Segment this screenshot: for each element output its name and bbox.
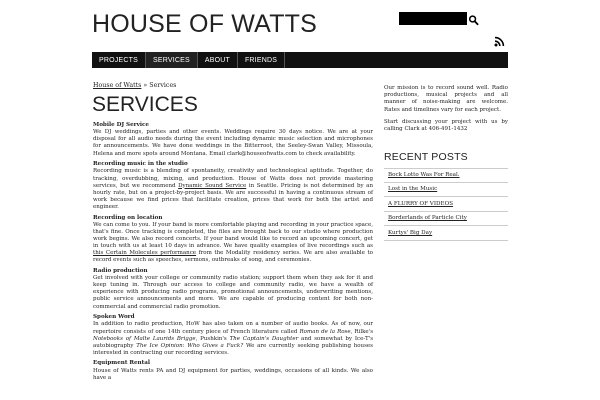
recent-post-item xyxy=(384,226,508,241)
body-text: , Rilke's xyxy=(350,328,374,335)
search-button[interactable] xyxy=(468,12,480,25)
mission-text: Our mission is to record sound well. Radio productions, musical projects and all manner of noise-making are welcome. Rates and timelines vary for each project. xyxy=(384,85,508,113)
contact-text: Start discussing your project with us by calling Clark at 406-491-1432 xyxy=(384,118,508,133)
section-body: We DJ weddings, parties and other events. Weddings require 30 days notice. We are at your disposal for all audio needs during the event including dynamic music selection and microphones for announcements. We have done weddings in the Bitterroot, the Seeley-Swan Valley, Missoula, Helena and more spots around Montana. Email clark@houseofwatts.com to check availability. xyxy=(93,129,373,157)
body-text: in Seattle. Pricing is not determined by an hourly rate, but on a project-by-project basis. We are successful in having a continuous stream of work because we find prices that facilitate creation, prices that work for both the artist and engineer. xyxy=(93,182,373,210)
body-text: We are currently seeking publishing houses interested in contracting our recording services. xyxy=(93,342,373,356)
section-rental xyxy=(93,360,373,381)
recent-post-item xyxy=(384,168,508,183)
section-heading: Mobile DJ Service xyxy=(93,122,149,128)
nav-item-services[interactable]: SERVICES xyxy=(146,52,198,68)
section-body: House of Watts rents PA and DJ equipment for parties, weddings, occasions of all kinds. We also have a xyxy=(93,367,373,381)
certain-molecules-link[interactable]: this Certain Molecules performance xyxy=(93,250,197,257)
search-icon xyxy=(468,14,480,27)
services-content xyxy=(93,122,373,385)
breadcrumb-separator: » xyxy=(143,82,148,89)
body-text: and somewhat by Ice-T's autobiography xyxy=(93,335,374,349)
book-title: The Captain's Daughter xyxy=(229,335,299,342)
section-body xyxy=(93,321,373,356)
recent-post-link[interactable]: Bock Lotto Was For Real. xyxy=(388,172,460,179)
recent-post-link[interactable]: Lost in the Music xyxy=(388,186,438,193)
section-heading: Recording on location xyxy=(93,214,163,221)
nav-item-about[interactable]: ABOUT xyxy=(198,52,238,68)
section-spoken-word xyxy=(93,314,373,357)
book-title: Notebooks of Malte Laurids Brigge xyxy=(93,335,196,342)
section-heading: Equipment Rental xyxy=(93,360,150,367)
section-heading: Radio production xyxy=(93,267,148,274)
book-title: The Ice Opinion: Who Gives a Fuck? xyxy=(136,342,244,349)
breadcrumb-home-link[interactable]: House of Watts xyxy=(93,82,142,89)
nav-item-friends[interactable]: FRIENDS xyxy=(238,52,285,68)
recent-post-link[interactable]: Borderlands of Particle City xyxy=(388,215,467,222)
recent-post-link[interactable]: Kurtys' Big Day xyxy=(388,229,433,236)
search-input[interactable] xyxy=(399,12,467,25)
body-text: , Pushkin's xyxy=(195,335,230,342)
book-title: Roman de la Rose xyxy=(299,328,351,335)
body-text: Recording music is a blending of spontaneity, creativity and technological aptitude. Together, do tracking, overdubbing, mixing, and production. House of Watts does not provide mastering services, but we recommend xyxy=(93,168,373,189)
dynamic-sound-service-link[interactable]: Dynamic Sound Service xyxy=(178,182,247,189)
breadcrumb-current: Services xyxy=(149,82,177,89)
section-radio xyxy=(93,268,373,311)
rss-feed-link[interactable] xyxy=(494,32,505,43)
recent-post-item xyxy=(384,183,508,198)
section-location xyxy=(93,215,373,265)
page-title: SERVICES xyxy=(92,93,198,116)
sidebar-mission xyxy=(384,85,508,138)
section-heading: Recording music in the studio xyxy=(93,161,188,168)
section-dj xyxy=(93,122,373,158)
section-body xyxy=(93,222,373,265)
body-text: We can come to you. If your band is more comfortable playing and recording in your practice space, that's fine. Once tracking is completed, the files are brought back to our studio where production work begins. We also record concerts. If your band would like to record an upcoming concert, get in touch with us at least 10 days in advance. We have quality examples of live recordings such as xyxy=(93,221,373,250)
breadcrumb xyxy=(93,82,176,89)
body-text: from the Modality residency series. We are also available to record events such as speeches, sermons, outbreaks of song, and ceremonies. xyxy=(93,250,373,264)
recent-post-link[interactable]: A FLURRY OF VIDEOS xyxy=(388,200,454,207)
section-studio xyxy=(93,161,373,211)
section-body: Get involved with your college or community radio station; support them when they ask for it and keep tuning in. Through our access to college and community radio, we have a wealth of experience with producing radio programs, promotional announcements, underwriting mentions, public service announcements and more. We are capable of producing content for both non-commercial and commercial radio promotion. xyxy=(93,275,373,310)
section-body xyxy=(93,168,373,211)
recent-post-item xyxy=(384,197,508,212)
section-heading: Spoken Word xyxy=(93,314,135,321)
recent-post-item xyxy=(384,212,508,227)
recent-posts-list xyxy=(384,168,508,241)
nav-item-projects[interactable]: PROJECTS xyxy=(92,52,146,68)
site-title[interactable]: HOUSE OF WATTS xyxy=(92,10,318,38)
rss-icon xyxy=(494,36,505,47)
main-nav xyxy=(92,52,508,68)
recent-posts-heading: RECENT POSTS xyxy=(384,151,468,163)
body-text: In addition to radio production, HoW has also taken on a number of audio books. As of now, our repertoire consists of one 14th century piece of French literature called xyxy=(93,321,373,335)
